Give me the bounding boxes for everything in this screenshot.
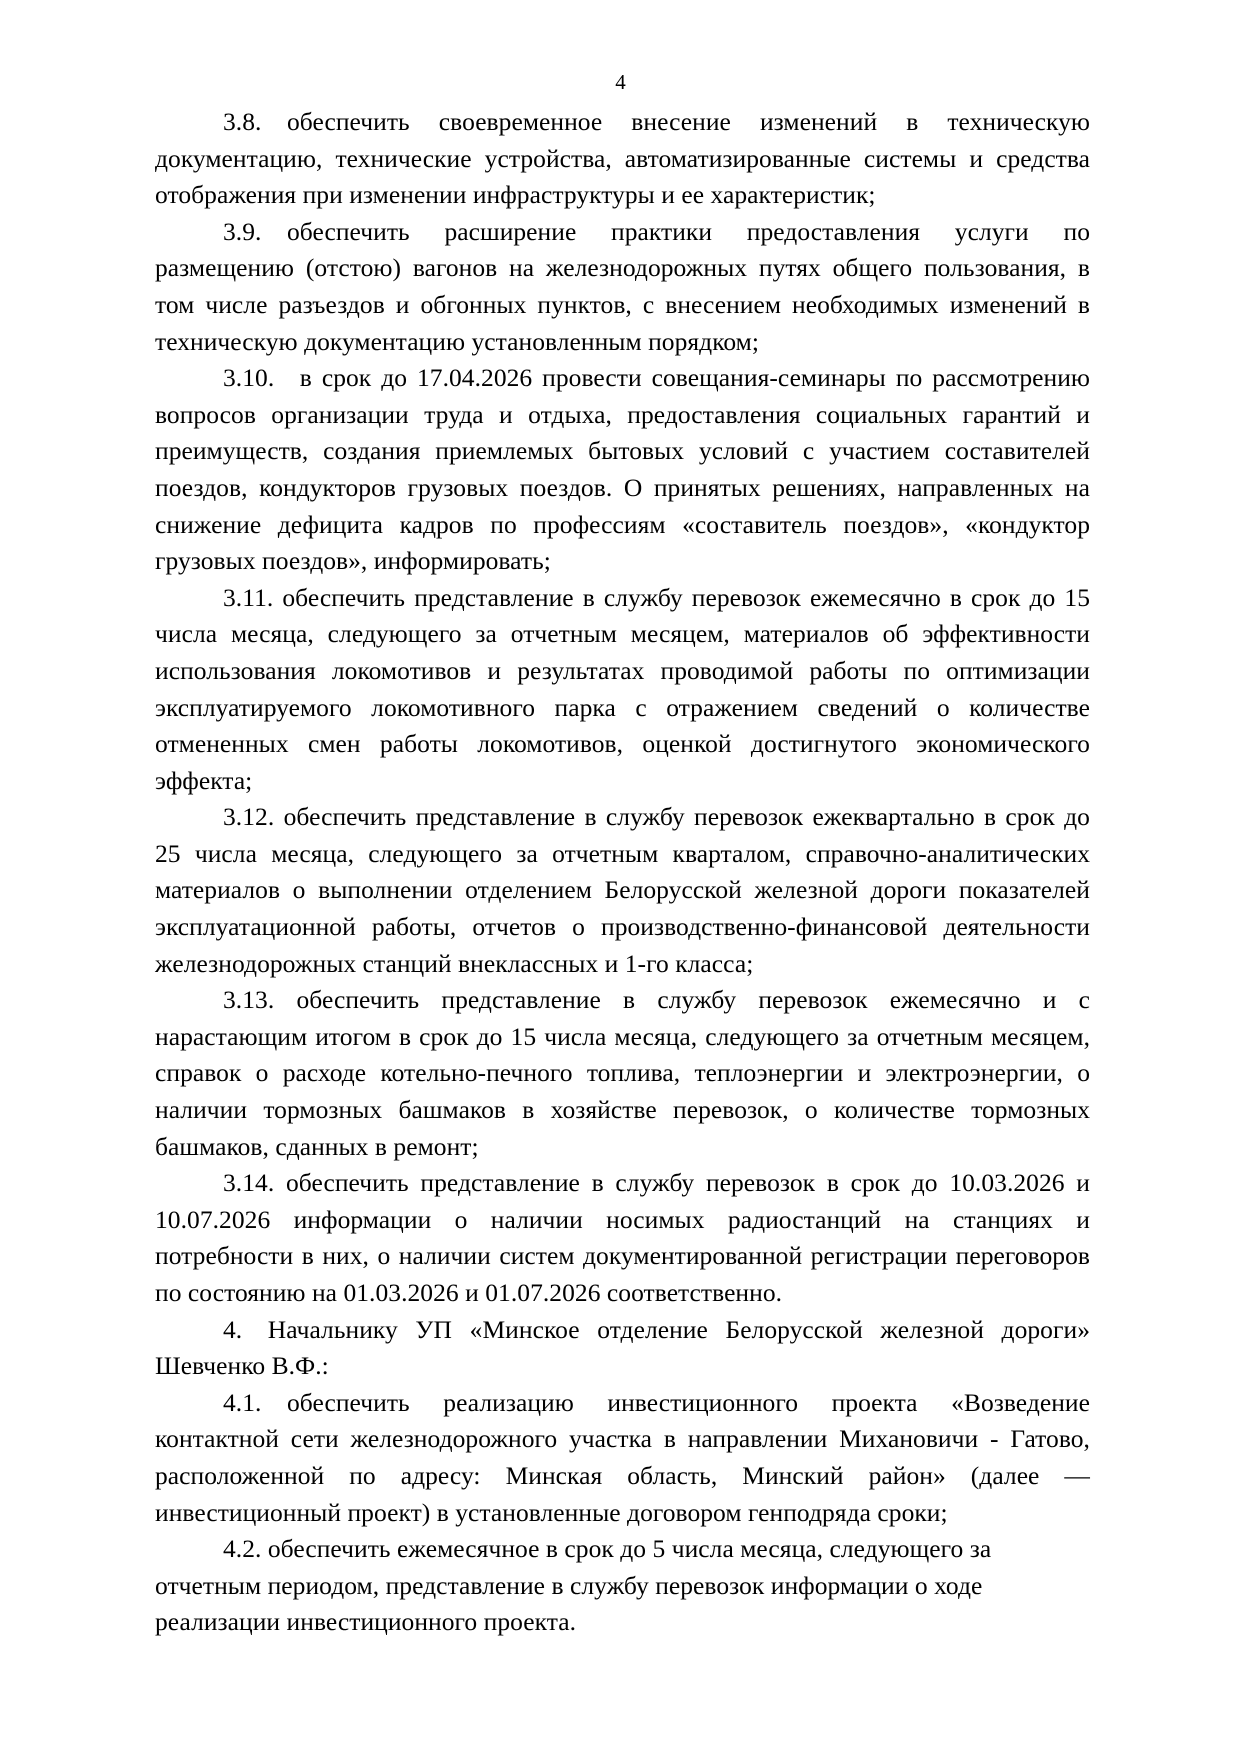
- paragraph-3-13: 3.13. обеспечить представление в службу перевозок ежемесячно и с нарастающим итогом в срок до 15 числа месяца, следующего за отчетным месяцем, справок о расходе котельно-печного топлива, теплоэнергии и электроэнергии, о наличии тормозных башмаков в хозяйстве перевозок, о количестве тормозных башмаков, сданных в ремонт;: [155, 985, 1090, 1161]
- paragraph-3-9: 3.9. обеспечить расширение практики предоставления услуги по размещению (отстою) вагонов на железнодорожных путях общего пользования, в том числе разъездов и обгонных пунктов, с внесением необходимых изменений в техническую документацию установленным порядком;: [155, 216, 1090, 356]
- paragraph-4: 4. Начальнику УП «Минское отделение Белорусской железной дороги» Шевченко В.Ф.:: [155, 1314, 1090, 1381]
- paragraph-3-10: 3.10. в срок до 17.04.2026 провести совещания-семинары по рассмотрению вопросов организации труда и отдыха, предоставления социальных гарантий и преимуществ, создания приемлемых бытовых условий с участием составителей поездов, кондукторов грузовых поездов. О принятых решениях, направленных на снижение дефицита кадров по профессиям «составитель поездов», «кондуктор грузовых поездов», информировать;: [155, 363, 1090, 576]
- paragraph-3-8: 3.8. обеспечить своевременное внесение изменений в техническую документацию, технические устройства, автоматизированные системы и средства отображения при изменении инфраструктуры и ее характеристик;: [155, 107, 1090, 210]
- paragraph-3-12: 3.12. обеспечить представление в службу перевозок ежеквартально в срок до 25 числа месяца, следующего за отчетным кварталом, справочно-аналитических материалов о выполнении отделением Белорусской железной дороги показателей эксплуатационной работы, отчетов о производственно-финансовой деятельности железнодорожных станций внеклассных и 1-го класса;: [155, 802, 1090, 978]
- paragraph-4-2: 4.2. обеспечить ежемесячное в срок до 5 числа месяца, следующего за отчетным периодом, представление в службу перевозок информации о ходе реализации инвестиционного проекта.: [155, 1534, 992, 1637]
- paragraph-4-1: 4.1. обеспечить реализацию инвестиционного проекта «Возведение контактной сети железнодорожного участка в направлении Михановичи - Гатово, расположенной по адресу: Минская область, Минский район» (далее — инвестиционный проект) в установленные договором генподряда сроки;: [155, 1387, 1090, 1527]
- page-number: 4: [615, 70, 626, 94]
- document-body: [155, 104, 1090, 1641]
- paragraph-3-11: 3.11. обеспечить представление в службу перевозок ежемесячно в срок до 15 числа месяца, следующего за отчетным месяцем, материалов об эффективности использования локомотивов и результатах проводимой работы по оптимизации эксплуатируемого локомотивного парка с отражением сведений о количестве отмененных смен работы локомотивов, оценкой достигнутого экономического эффекта;: [155, 582, 1090, 795]
- paragraph-3-14: 3.14. обеспечить представление в службу перевозок в срок до 10.03.2026 и 10.07.2026 информации о наличии носимых радиостанций на станциях и потребности в них, о наличии систем документированной регистрации переговоров по состоянию на 01.03.2026 и 01.07.2026 соответственно.: [155, 1168, 1090, 1307]
